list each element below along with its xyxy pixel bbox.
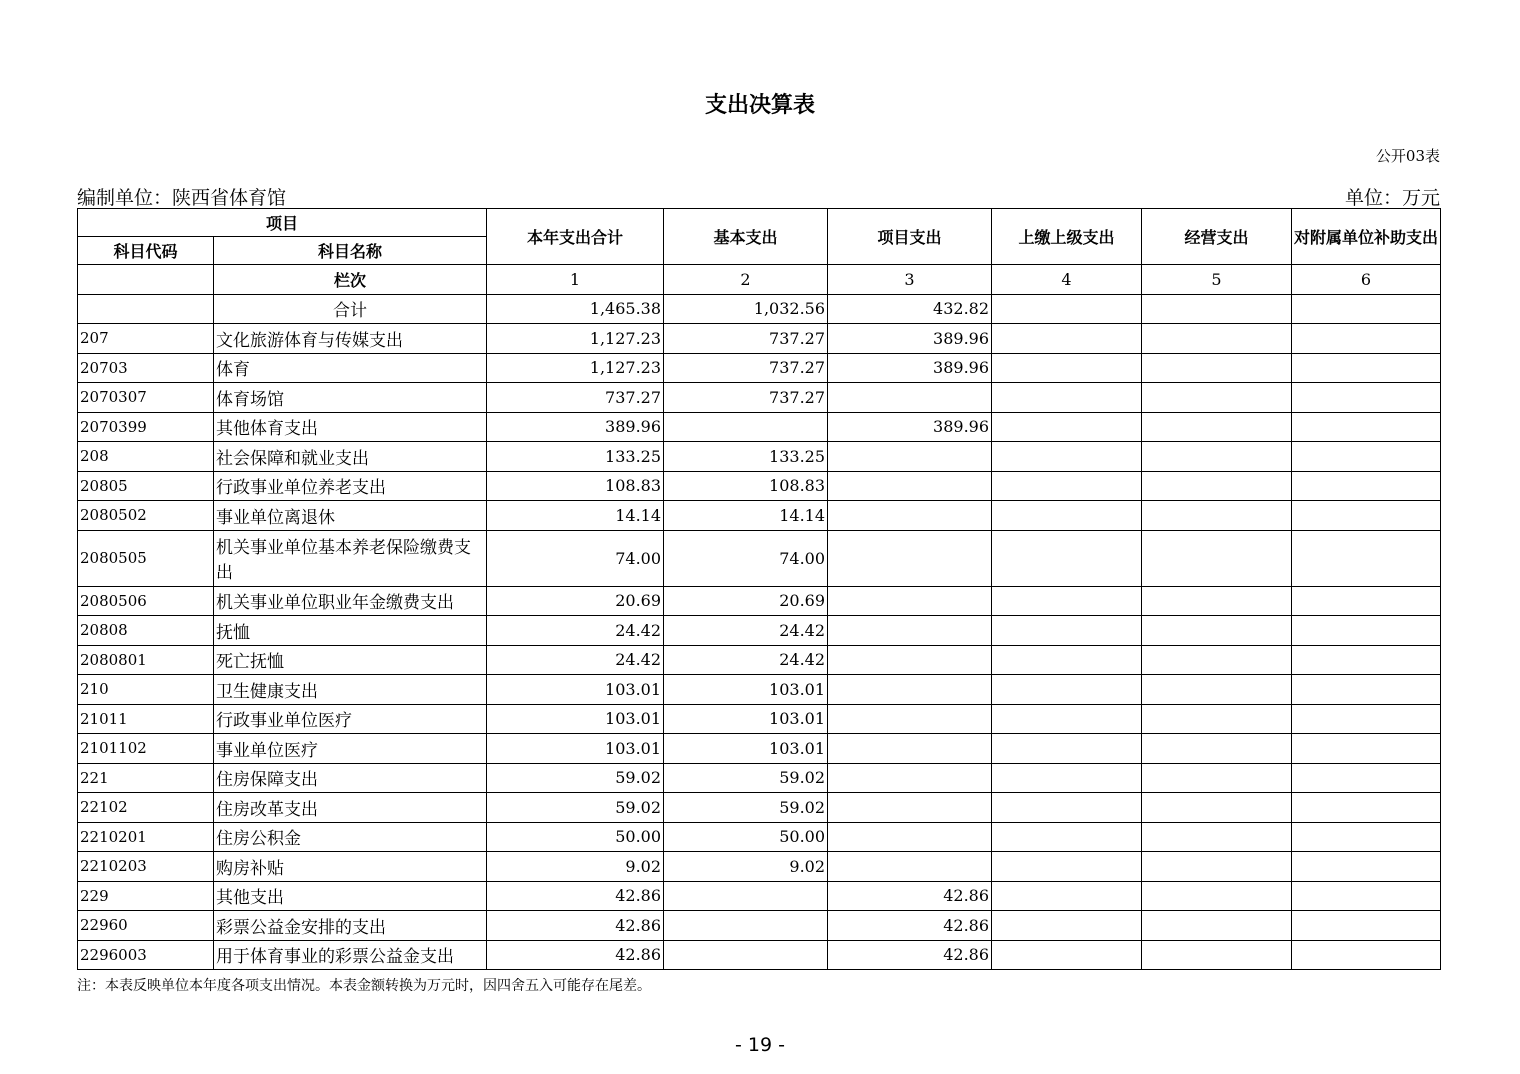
cell-total: 389.96 [487,412,664,442]
header-subsidy: 对附属单位补助支出 [1292,209,1441,265]
header-code: 科目代码 [78,237,214,265]
table-body [78,294,1441,970]
table-row [78,822,1441,852]
cell-name: 用于体育事业的彩票公益金支出 [214,940,487,970]
cell-upper [992,911,1142,941]
cell-business [1142,881,1292,911]
table-row [78,616,1441,646]
cell-name: 住房公积金 [214,822,487,852]
cell-subsidy [1292,645,1441,675]
cell-project: 389.96 [828,324,992,354]
cell-business [1142,353,1292,383]
seq-5: 5 [1142,265,1292,295]
table-row [78,911,1441,941]
cell-upper [992,852,1142,882]
table-row [78,501,1441,531]
cell-business [1142,911,1292,941]
table-row [78,704,1441,734]
seq-2: 2 [664,265,828,295]
cell-total: 737.27 [487,383,664,413]
header-col-seq: 栏次 [214,265,487,295]
cell-basic [664,881,828,911]
cell-basic [664,911,828,941]
cell-basic: 59.02 [664,763,828,793]
cell-code: 208 [78,442,214,472]
cell-project [828,675,992,705]
cell-basic [664,412,828,442]
cell-upper [992,793,1142,823]
cell-total: 103.01 [487,734,664,764]
cell-basic [664,940,828,970]
table-row [78,852,1441,882]
cell-project [828,645,992,675]
cell-code: 2080506 [78,586,214,616]
currency-unit: 单位：万元 [1344,187,1440,209]
cell-total: 59.02 [487,763,664,793]
table-row [78,586,1441,616]
cell-code: 2080502 [78,501,214,531]
cell-code: 20805 [78,471,214,501]
cell-business [1142,675,1292,705]
cell-business [1142,793,1292,823]
cell-subsidy [1292,852,1441,882]
cell-project [828,763,992,793]
cell-code: 2070307 [78,383,214,413]
table-row [78,471,1441,501]
cell-total: 103.01 [487,675,664,705]
cell-basic: 9.02 [664,852,828,882]
cell-code: 2210201 [78,822,214,852]
cell-code: 2101102 [78,734,214,764]
cell-subsidy [1292,471,1441,501]
form-number: 公开03表 [1375,147,1440,165]
cell-code: 21011 [78,704,214,734]
cell-basic: 24.42 [664,616,828,646]
cell-name: 其他体育支出 [214,412,487,442]
cell-upper [992,616,1142,646]
cell-business [1142,412,1292,442]
cell-upper [992,471,1142,501]
cell-name: 文化旅游体育与传媒支出 [214,324,487,354]
cell-project [828,442,992,472]
cell-upper [992,442,1142,472]
cell-total: 14.14 [487,501,664,531]
cell-code: 210 [78,675,214,705]
cell-basic: 20.69 [664,586,828,616]
cell-project: 42.86 [828,911,992,941]
cell-project [828,822,992,852]
cell-business [1142,501,1292,531]
cell-business [1142,645,1292,675]
cell-basic: 59.02 [664,793,828,823]
cell-business [1142,383,1292,413]
cell-basic: 1,032.56 [664,294,828,324]
cell-upper [992,704,1142,734]
table-row [78,645,1441,675]
cell-total: 1,127.23 [487,324,664,354]
seq-4: 4 [992,265,1142,295]
cell-name: 体育 [214,353,487,383]
cell-name: 合计 [214,294,487,324]
cell-upper [992,881,1142,911]
header-business: 经营支出 [1142,209,1292,265]
header-upper: 上缴上级支出 [992,209,1142,265]
cell-upper [992,383,1142,413]
cell-upper [992,822,1142,852]
cell-total: 20.69 [487,586,664,616]
cell-project [828,501,992,531]
cell-code [78,294,214,324]
cell-project: 42.86 [828,881,992,911]
table-row [78,353,1441,383]
cell-business [1142,734,1292,764]
cell-code: 22102 [78,793,214,823]
cell-name: 事业单位离退休 [214,501,487,531]
header-item: 项目 [78,209,487,237]
cell-total: 1,127.23 [487,353,664,383]
cell-basic: 103.01 [664,734,828,764]
compiling-unit: 编制单位：陕西省体育馆 [77,187,287,209]
cell-project: 432.82 [828,294,992,324]
seq-3: 3 [828,265,992,295]
cell-upper [992,734,1142,764]
cell-upper [992,412,1142,442]
cell-subsidy [1292,530,1441,586]
cell-business [1142,704,1292,734]
seq-blank [78,265,214,295]
cell-code: 221 [78,763,214,793]
cell-upper [992,501,1142,531]
cell-name: 彩票公益金安排的支出 [214,911,487,941]
cell-total: 50.00 [487,822,664,852]
cell-total: 42.86 [487,940,664,970]
cell-name: 购房补贴 [214,852,487,882]
cell-basic: 133.25 [664,442,828,472]
cell-business [1142,530,1292,586]
cell-name: 住房改革支出 [214,793,487,823]
cell-total: 108.83 [487,471,664,501]
cell-total: 9.02 [487,852,664,882]
cell-business [1142,852,1292,882]
cell-code: 2080801 [78,645,214,675]
cell-subsidy [1292,324,1441,354]
cell-total: 42.86 [487,881,664,911]
cell-subsidy [1292,501,1441,531]
cell-name: 其他支出 [214,881,487,911]
cell-upper [992,586,1142,616]
cell-project [828,586,992,616]
cell-subsidy [1292,822,1441,852]
table-row [78,530,1441,586]
cell-code: 2210203 [78,852,214,882]
cell-business [1142,763,1292,793]
cell-basic: 103.01 [664,704,828,734]
table-row [78,442,1441,472]
cell-project [828,704,992,734]
cell-code: 20808 [78,616,214,646]
cell-business [1142,324,1292,354]
cell-code: 2070399 [78,412,214,442]
cell-upper [992,940,1142,970]
cell-project [828,793,992,823]
cell-name: 死亡抚恤 [214,645,487,675]
cell-name: 住房保障支出 [214,763,487,793]
cell-business [1142,822,1292,852]
cell-code: 207 [78,324,214,354]
cell-business [1142,586,1292,616]
cell-code: 229 [78,881,214,911]
cell-upper [992,294,1142,324]
cell-name: 事业单位医疗 [214,734,487,764]
cell-business [1142,616,1292,646]
cell-basic: 108.83 [664,471,828,501]
cell-business [1142,940,1292,970]
table-row [78,793,1441,823]
cell-code: 2296003 [78,940,214,970]
seq-6: 6 [1292,265,1441,295]
header-total: 本年支出合计 [487,209,664,265]
cell-upper [992,763,1142,793]
cell-basic: 737.27 [664,383,828,413]
cell-project [828,383,992,413]
cell-project [828,852,992,882]
cell-total: 24.42 [487,616,664,646]
cell-name: 行政事业单位养老支出 [214,471,487,501]
cell-total: 103.01 [487,704,664,734]
cell-subsidy [1292,616,1441,646]
table-row [78,940,1441,970]
cell-total: 59.02 [487,793,664,823]
cell-upper [992,530,1142,586]
cell-project [828,616,992,646]
cell-project [828,734,992,764]
cell-subsidy [1292,294,1441,324]
cell-upper [992,353,1142,383]
cell-name: 卫生健康支出 [214,675,487,705]
cell-upper [992,645,1142,675]
cell-code: 20703 [78,353,214,383]
cell-total: 133.25 [487,442,664,472]
cell-business [1142,442,1292,472]
cell-basic: 24.42 [664,645,828,675]
header-name: 科目名称 [214,237,487,265]
cell-subsidy [1292,586,1441,616]
cell-name: 社会保障和就业支出 [214,442,487,472]
footnote: 注：本表反映单位本年度各项支出情况。本表金额转换为万元时，因四舍五入可能存在尾差。 [77,978,651,994]
cell-subsidy [1292,793,1441,823]
cell-project: 389.96 [828,353,992,383]
expenditure-table [77,208,1441,970]
table-row [78,324,1441,354]
cell-subsidy [1292,940,1441,970]
cell-code: 22960 [78,911,214,941]
cell-basic: 50.00 [664,822,828,852]
seq-1: 1 [487,265,664,295]
cell-name: 行政事业单位医疗 [214,704,487,734]
cell-subsidy [1292,734,1441,764]
cell-basic: 74.00 [664,530,828,586]
cell-total: 24.42 [487,645,664,675]
header-basic: 基本支出 [664,209,828,265]
table-row [78,383,1441,413]
cell-basic: 14.14 [664,501,828,531]
page-number: - 19 - [735,1034,785,1056]
cell-basic: 737.27 [664,353,828,383]
cell-total: 74.00 [487,530,664,586]
cell-subsidy [1292,911,1441,941]
cell-subsidy [1292,442,1441,472]
cell-project [828,471,992,501]
table-row [78,881,1441,911]
table-row [78,294,1441,324]
cell-business [1142,471,1292,501]
cell-subsidy [1292,763,1441,793]
cell-basic: 737.27 [664,324,828,354]
cell-name: 抚恤 [214,616,487,646]
table-row [78,763,1441,793]
header-project: 项目支出 [828,209,992,265]
cell-subsidy [1292,383,1441,413]
cell-business [1142,294,1292,324]
cell-total: 1,465.38 [487,294,664,324]
cell-code: 2080505 [78,530,214,586]
cell-project [828,530,992,586]
cell-name: 机关事业单位职业年金缴费支出 [214,586,487,616]
cell-basic: 103.01 [664,675,828,705]
cell-upper [992,675,1142,705]
cell-total: 42.86 [487,911,664,941]
cell-upper [992,324,1142,354]
cell-subsidy [1292,675,1441,705]
table-row [78,734,1441,764]
cell-name: 机关事业单位基本养老保险缴费支出 [214,530,487,586]
table-row [78,675,1441,705]
cell-project: 389.96 [828,412,992,442]
cell-project: 42.86 [828,940,992,970]
table-row [78,412,1441,442]
page-title: 支出决算表 [704,93,815,118]
cell-subsidy [1292,881,1441,911]
cell-subsidy [1292,353,1441,383]
cell-subsidy [1292,704,1441,734]
cell-subsidy [1292,412,1441,442]
cell-name: 体育场馆 [214,383,487,413]
